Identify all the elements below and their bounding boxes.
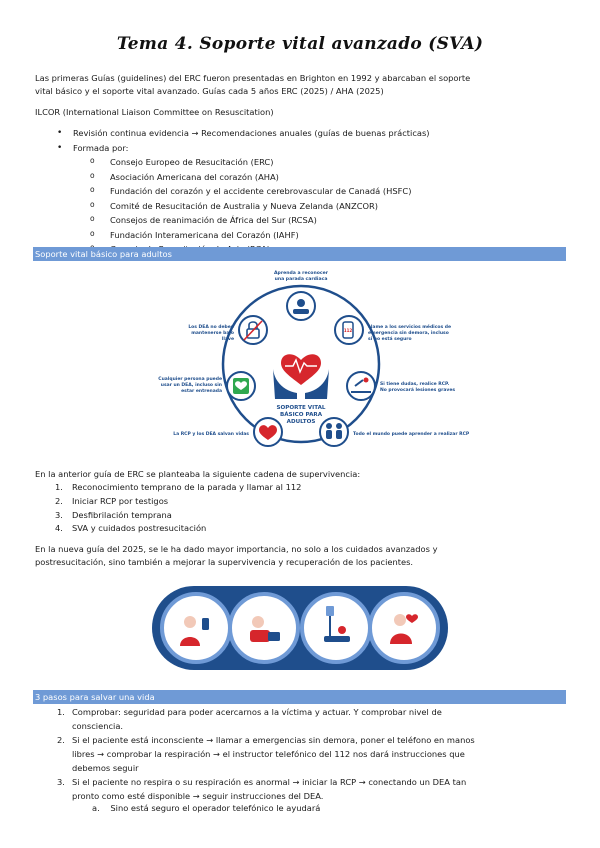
chain-link-3 [302, 594, 370, 662]
step-line: consciencia. [72, 721, 124, 731]
section-header-bvs: Soporte vital básico para adultos [33, 247, 566, 261]
list-item: 3. Desfibrilación temprana [35, 509, 565, 523]
item-label: mantenerse bajo [191, 331, 234, 336]
chain-link-2 [230, 594, 298, 662]
heart-hands-icon [273, 354, 329, 399]
center-label: SOPORTE VITAL [276, 405, 326, 411]
item-label: La RCP y los DEA salvan vidas [173, 432, 249, 437]
list-item: 2. Iniciar RCP por testigos [35, 495, 565, 509]
list-item-text: Desfibrilación temprana [72, 509, 172, 520]
sub-step-marker: a. [92, 803, 100, 813]
list-item: o Fundación Interamericana del Corazón (IAHF) [35, 228, 565, 243]
list-item: o Comité de Resucitación de Australia y Nueva Zelanda (ANZCOR) [35, 199, 565, 214]
item-label: No provocará lesiones graves [380, 388, 456, 393]
center-label: ADULTOS [286, 419, 316, 425]
cpr-icon [347, 372, 375, 400]
sub-step [92, 803, 320, 813]
list-item: o Fundación del corazón y el accidente cerebrovascular de Canadá (HSFC) [35, 184, 565, 199]
list-item-text: Iniciar RCP por testigos [72, 495, 169, 506]
steps-list [35, 705, 565, 803]
list-item: o Consejo Europeo de Resucitación (ERC) [35, 155, 565, 170]
intro-line: Las primeras Guías (guidelines) del ERC fueron presentadas en Brighton en 1992 y abarcaban el soporte [35, 73, 471, 83]
page-title: Tema 4. Soporte vital avanzado (SVA) [116, 34, 484, 54]
step-line: Si el paciente no respira o su respiración es anormal → iniciar la RCP → conectando un DEA tan [72, 777, 467, 787]
item-label: una parada cardiaca [274, 277, 328, 282]
list-item: 2. Si el paciente está inconsciente → llamar a emergencias sin demora, poner el teléfono en manos libres → comprobar la respiración → el instructor telefónico del 112 nos dará instrucciones que debemos seguir [35, 733, 565, 775]
paragraph-line: En la nueva guía del 2025, se le ha dado mayor importancia, no solo a los cuidados avanzados y [35, 544, 438, 554]
item-label: Todo el mundo puede aprender a realizar RCP [353, 432, 470, 437]
step-line: debemos seguir [72, 763, 139, 773]
list-item: o Asociación Americana del corazón (AHA) [35, 170, 565, 185]
step-line: libres → comprobar la respiración → el instructor telefónico del 112 nos dará instrucciones que [72, 749, 465, 759]
intro-line: vital básico y el soporte vital avanzado. Guías cada 5 años ERC (2025) / AHA (2025) [35, 86, 384, 97]
chain-link-4 [370, 594, 438, 662]
list-item: • Revisión continua evidencia → Recomendaciones anuales (guías de buenas prácticas) [35, 126, 565, 141]
section-header-steps: 3 pasos para salvar una vida [33, 690, 566, 704]
list-item: o Consejos de reanimación de África del Sur (RCSA) [35, 213, 565, 228]
center-label: BÁSICO PARA [279, 412, 323, 418]
item-label: estar entrenada [181, 389, 222, 394]
ilcor-list [35, 126, 565, 257]
list-item-text: Reconocimiento temprano de la parada y llamar al 112 [72, 482, 302, 492]
chain-list [35, 481, 565, 536]
list-item: 1. Reconocimiento temprano de la parada y llamar al 112 [35, 481, 565, 495]
item-label: si no está seguro [368, 337, 412, 342]
item-label: Si tiene dudas, realice RCP. [380, 382, 450, 387]
list-item: 4. SVA y cuidados postresucitación [35, 522, 565, 536]
item-label: emergencia sin demora, incluso [368, 331, 449, 336]
step-line: Si el paciente está inconsciente → llamar a emergencias sin demora, poner el teléfono en manos [72, 735, 475, 745]
chain-intro: En la anterior guía de ERC se planteaba la siguiente cadena de supervivencia: [35, 469, 361, 479]
item-label: usar un DEA, incluso sin [160, 383, 222, 388]
item-label: llave [221, 337, 234, 342]
people-icon [320, 418, 348, 446]
ilcor-heading: ILCOR (International Liaison Committee on Resuscitation) [35, 107, 274, 117]
list-item: 1. Comprobar: seguridad para poder acercarnos a la víctima y actuar. Y comprobar nivel de consciencia. [35, 705, 565, 733]
new-guide-paragraph [35, 543, 565, 570]
phone-number: 112 [343, 328, 353, 333]
item-label: Aprenda a reconocer [274, 271, 328, 276]
survival-chain-banner [150, 578, 450, 678]
intro-paragraph [35, 72, 565, 99]
bls-infographic [125, 265, 475, 460]
list-item: • Formada por: [35, 141, 565, 156]
list-item-text: SVA y cuidados postresucitación [72, 523, 207, 534]
sub-step-text: Sino está seguro el operador telefónico le ayudará [110, 803, 321, 813]
paragraph-line: postresucitación, sino también a mejorar la supervivencia y recuperación de los pacientes. [35, 557, 414, 568]
item-label: Llame a los servicios médicos de [368, 325, 451, 330]
chain-link-1 [162, 594, 230, 662]
step-line: Comprobar: seguridad para poder acercarnos a la víctima y actuar. Y comprobar nivel de [72, 707, 442, 717]
item-label: Los DEA no deben [188, 325, 234, 330]
item-label: Cualquier persona puede [158, 377, 222, 382]
list-item: 3. Si el paciente no respira o su respiración es anormal → iniciar la RCP → conectando un DEA tan pronto como esté disponible → seguir instrucciones del DEA. [35, 775, 565, 803]
step-line: pronto como esté disponible → seguir instrucciones del DEA. [72, 791, 324, 801]
